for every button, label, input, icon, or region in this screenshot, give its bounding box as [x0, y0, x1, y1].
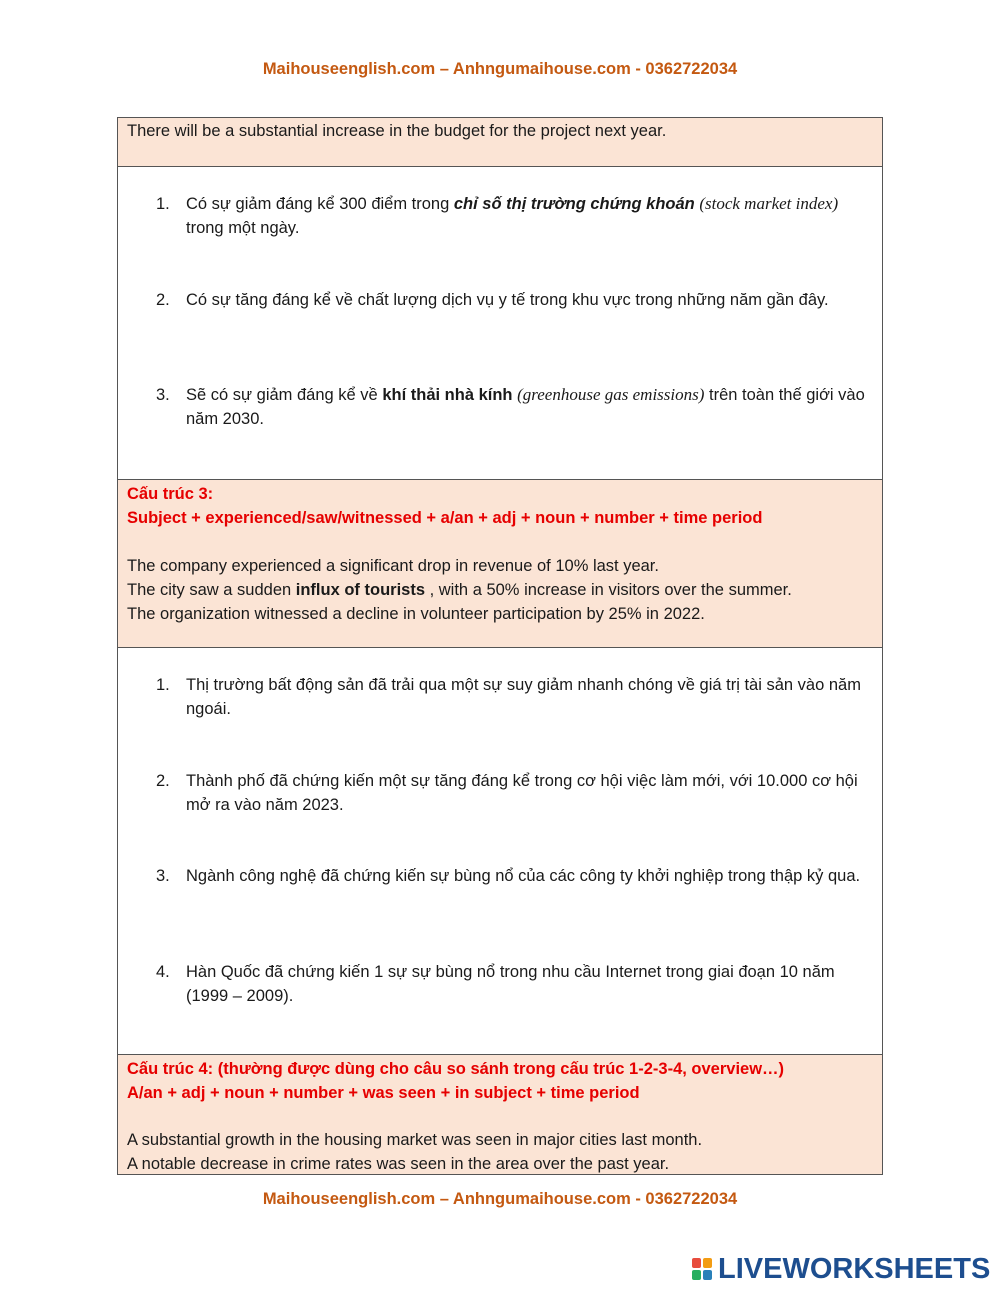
liveworksheets-logo: [692, 1253, 992, 1285]
example-sentence: A notable decrease in crime rates was seen in the area over the past year.: [127, 1155, 670, 1173]
exercise-row-1: [118, 167, 882, 480]
item-number: 1.: [156, 195, 170, 213]
structure-3-row: [118, 480, 882, 648]
example-sentence: The city saw a sudden influx of tourists , with a 50% increase in visitors over the summer.: [127, 581, 792, 599]
item-text: Có sự giảm đáng kể 300 điểm trong chỉ số thị trường chứng khoán (stock market index) trong một ngày.: [186, 194, 839, 237]
example-sentence: The organization witnessed a decline in volunteer participation by 25% in 2022.: [127, 605, 705, 623]
exercise-row-2: [118, 648, 882, 1055]
logo-badge-icon: [692, 1258, 714, 1282]
item-number: 3.: [156, 386, 170, 404]
item-text: Sẽ có sự giảm đáng kể về khí thải nhà kính (greenhouse gas emissions) trên toàn thế giới vào năm 2030.: [186, 385, 865, 428]
example-sentence: There will be a substantial increase in the budget for the project next year.: [127, 122, 667, 140]
example-sentence: A substantial growth in the housing market was seen in major cities last month.: [127, 1131, 703, 1149]
item-number: 2.: [156, 772, 170, 790]
content-table: [117, 117, 883, 1175]
item-text: Thị trường bất động sản đã trải qua một sự suy giảm nhanh chóng về giá trị tài sản vào năm ngoái.: [186, 676, 861, 718]
item-text: Có sự tăng đáng kể về chất lượng dịch vụ y tế trong khu vực trong những năm gần đây.: [186, 291, 829, 309]
structure-formula: Subject + experienced/saw/witnessed + a/an + adj + noun + number + time period: [127, 509, 763, 527]
item-number: 4.: [156, 963, 170, 981]
example-sentence: The company experienced a significant drop in revenue of 10% last year.: [127, 557, 659, 575]
structure-formula: A/an + adj + noun + number + was seen + in subject + time period: [127, 1084, 640, 1102]
item-text: Hàn Quốc đã chứng kiến 1 sự sự bùng nổ trong nhu cầu Internet trong giai đoạn 10 năm (1999 – 2009).: [186, 963, 835, 1005]
page-header: Maihouseenglish.com – Anhngumaihouse.com - 0362722034: [262, 60, 738, 78]
structure-title: Cấu trúc 4: (thường được dùng cho câu so sánh trong cấu trúc 1-2-3-4, overview…): [127, 1060, 785, 1078]
example-row: [118, 118, 882, 167]
structure-title: Cấu trúc 3:: [127, 485, 214, 503]
page-footer: Maihouseenglish.com – Anhngumaihouse.com - 0362722034: [262, 1190, 738, 1208]
item-text: Thành phố đã chứng kiến một sự tăng đáng kể trong cơ hội việc làm mới, với 10.000 cơ hội mở ra vào năm 2023.: [186, 772, 858, 814]
item-number: 3.: [156, 867, 170, 885]
logo-text: LIVEWORKSHEETS: [718, 1253, 991, 1285]
item-text: Ngành công nghệ đã chứng kiến sự bùng nổ của các công ty khởi nghiệp trong thập kỷ qua.: [186, 867, 861, 885]
item-number: 2.: [156, 291, 170, 309]
structure-4-row: [118, 1055, 882, 1174]
item-number: 1.: [156, 676, 170, 694]
